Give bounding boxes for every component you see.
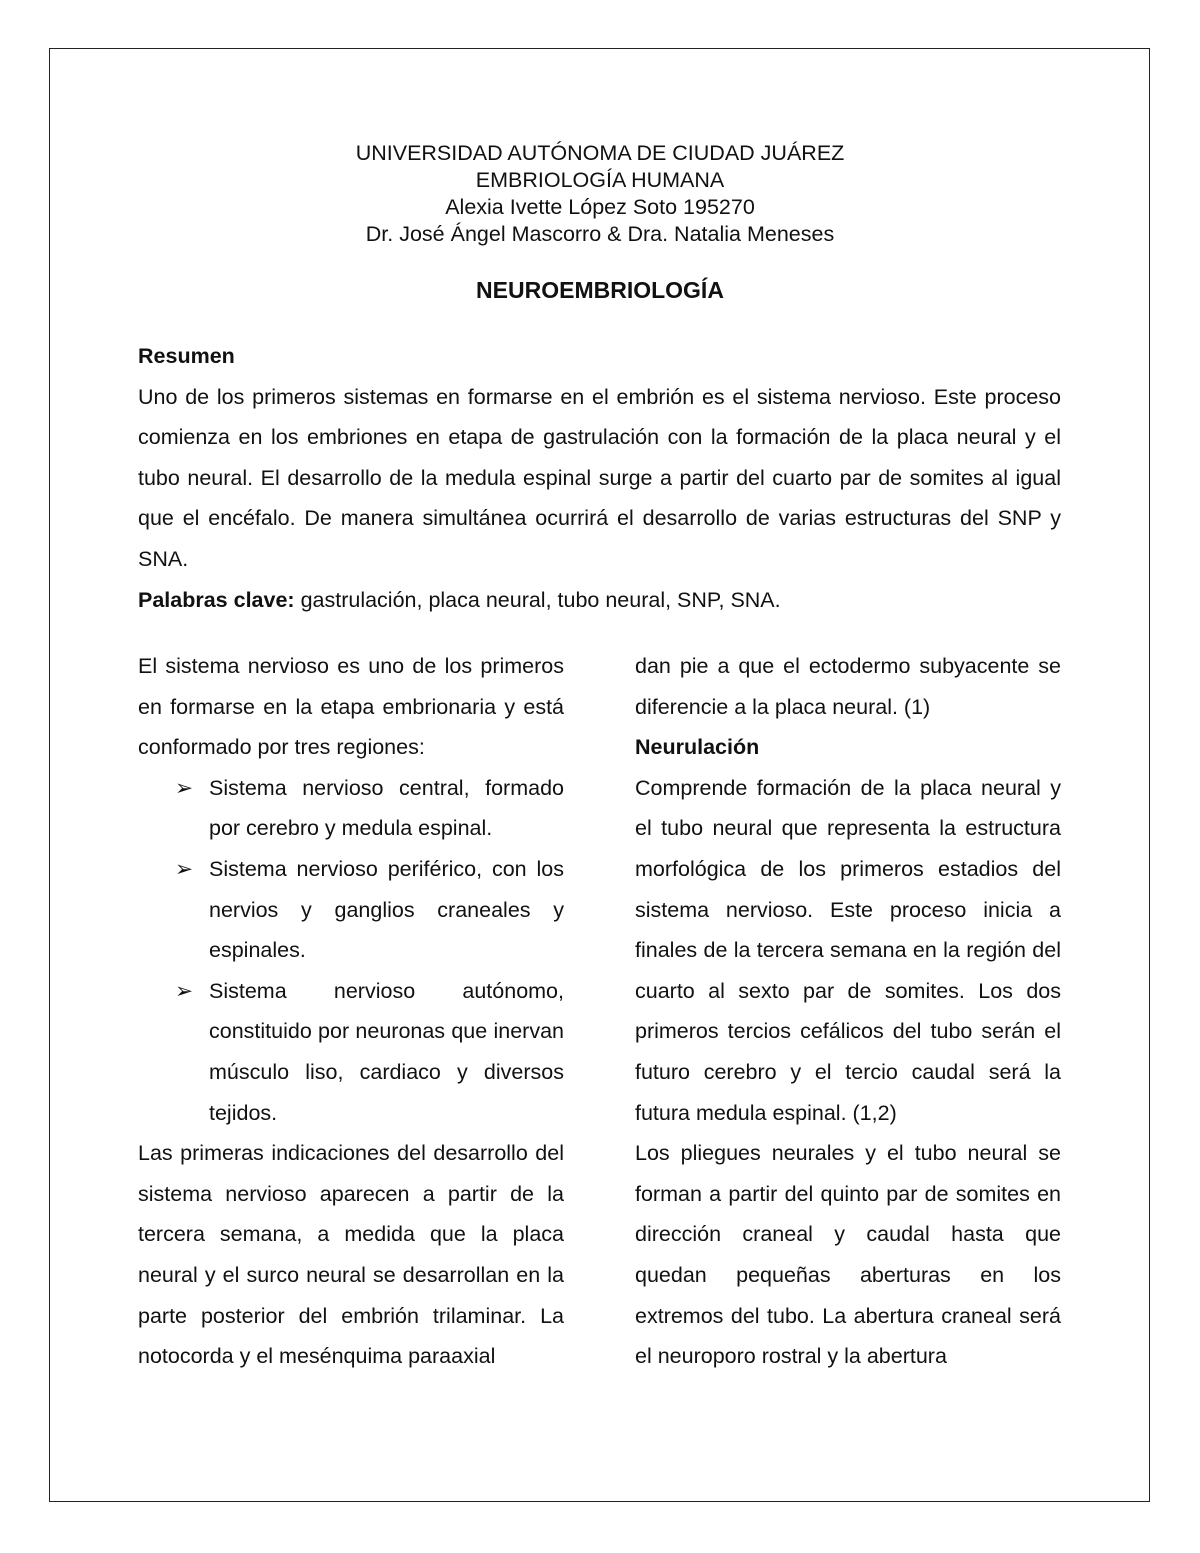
course-name: EMBRIOLOGÍA HUMANA [475, 168, 725, 192]
list-item [138, 971, 564, 1133]
neurulation-paragraph-2: Los pliegues neurales y el tubo neural se forman a partir del quinto par de somites en dirección craneal y caudal hasta que quedan pequeñas aberturas en los extremos del tubo. La abertura craneal será el neuroporo rostral y la abertura [635, 1141, 1061, 1369]
arrow-bullet-icon: ➢ [175, 978, 194, 1003]
right-column [635, 646, 1061, 1377]
list-item-text: Sistema nervioso autónomo, constituido por neuronas que inervan músculo liso, cardiaco y diversos tejidos. [209, 978, 564, 1125]
abstract-text: Uno de los primeros sistemas en formarse en el embrión es el sistema nervioso. Este proceso comienza en los embriones en etapa de gastrulación con la formación de la placa neural y el tubo neural. El desarrollo de la medula espinal surge a partir del cuarto par de somites al igual que el encéfalo. De manera simultánea ocurrirá el desarrollo de varias estructuras del SNP y SNA. [138, 384, 1061, 571]
arrow-bullet-icon: ➢ [175, 775, 194, 800]
document-header [0, 140, 1200, 248]
regions-list [138, 768, 564, 1133]
list-item [138, 768, 564, 849]
keywords-line [138, 580, 1061, 621]
left-body-paragraph: Las primeras indicaciones del desarrollo del sistema nervioso aparecen a partir de la tercera semana, a medida que la placa neural y el surco neural se desarrollan en la parte posterior del embrión trilaminar. La notocorda y el mesénquima paraaxial [138, 1141, 564, 1369]
keywords-label: Palabras clave: [138, 587, 295, 612]
university-name: UNIVERSIDAD AUTÓNOMA DE CIUDAD JUÁREZ [355, 141, 845, 165]
arrow-bullet-icon: ➢ [175, 856, 194, 881]
abstract-section [138, 336, 1061, 620]
keywords-text: gastrulación, placa neural, tubo neural, SNP, SNA. [294, 587, 781, 612]
left-intro-paragraph: El sistema nervioso es uno de los primeros en formarse en la etapa embrionaria y está conformado por tres regiones: [138, 654, 564, 760]
professors-names: Dr. José Ángel Mascorro & Dra. Natalia Meneses [365, 222, 835, 246]
student-name: Alexia Ivette López Soto 195270 [445, 195, 755, 219]
neurulation-paragraph-1: Comprende formación de la placa neural y el tubo neural que representa la estructura morfológica de los primeros estadios del sistema nervioso. Este proceso inicia a finales de la tercera semana en la región del cuarto al sexto par de somites. Los dos primeros tercios cefálicos del tubo serán el futuro cerebro y el tercio caudal será la futura medula espinal. (1,2) [635, 775, 1061, 1125]
abstract-heading: Resumen [138, 344, 235, 368]
left-column [138, 646, 564, 1377]
list-item-text: Sistema nervioso periférico, con los nervios y ganglios craneales y espinales. [209, 856, 564, 963]
right-continuation-paragraph: dan pie a que el ectodermo subyacente se diferencie a la placa neural. (1) [635, 654, 1061, 719]
page-title: NEUROEMBRIOLOGÍA [476, 277, 724, 303]
neurulation-heading: Neurulación [635, 735, 760, 760]
list-item-text: Sistema nervioso central, formado por cerebro y medula espinal. [209, 775, 564, 841]
list-item [138, 849, 564, 971]
